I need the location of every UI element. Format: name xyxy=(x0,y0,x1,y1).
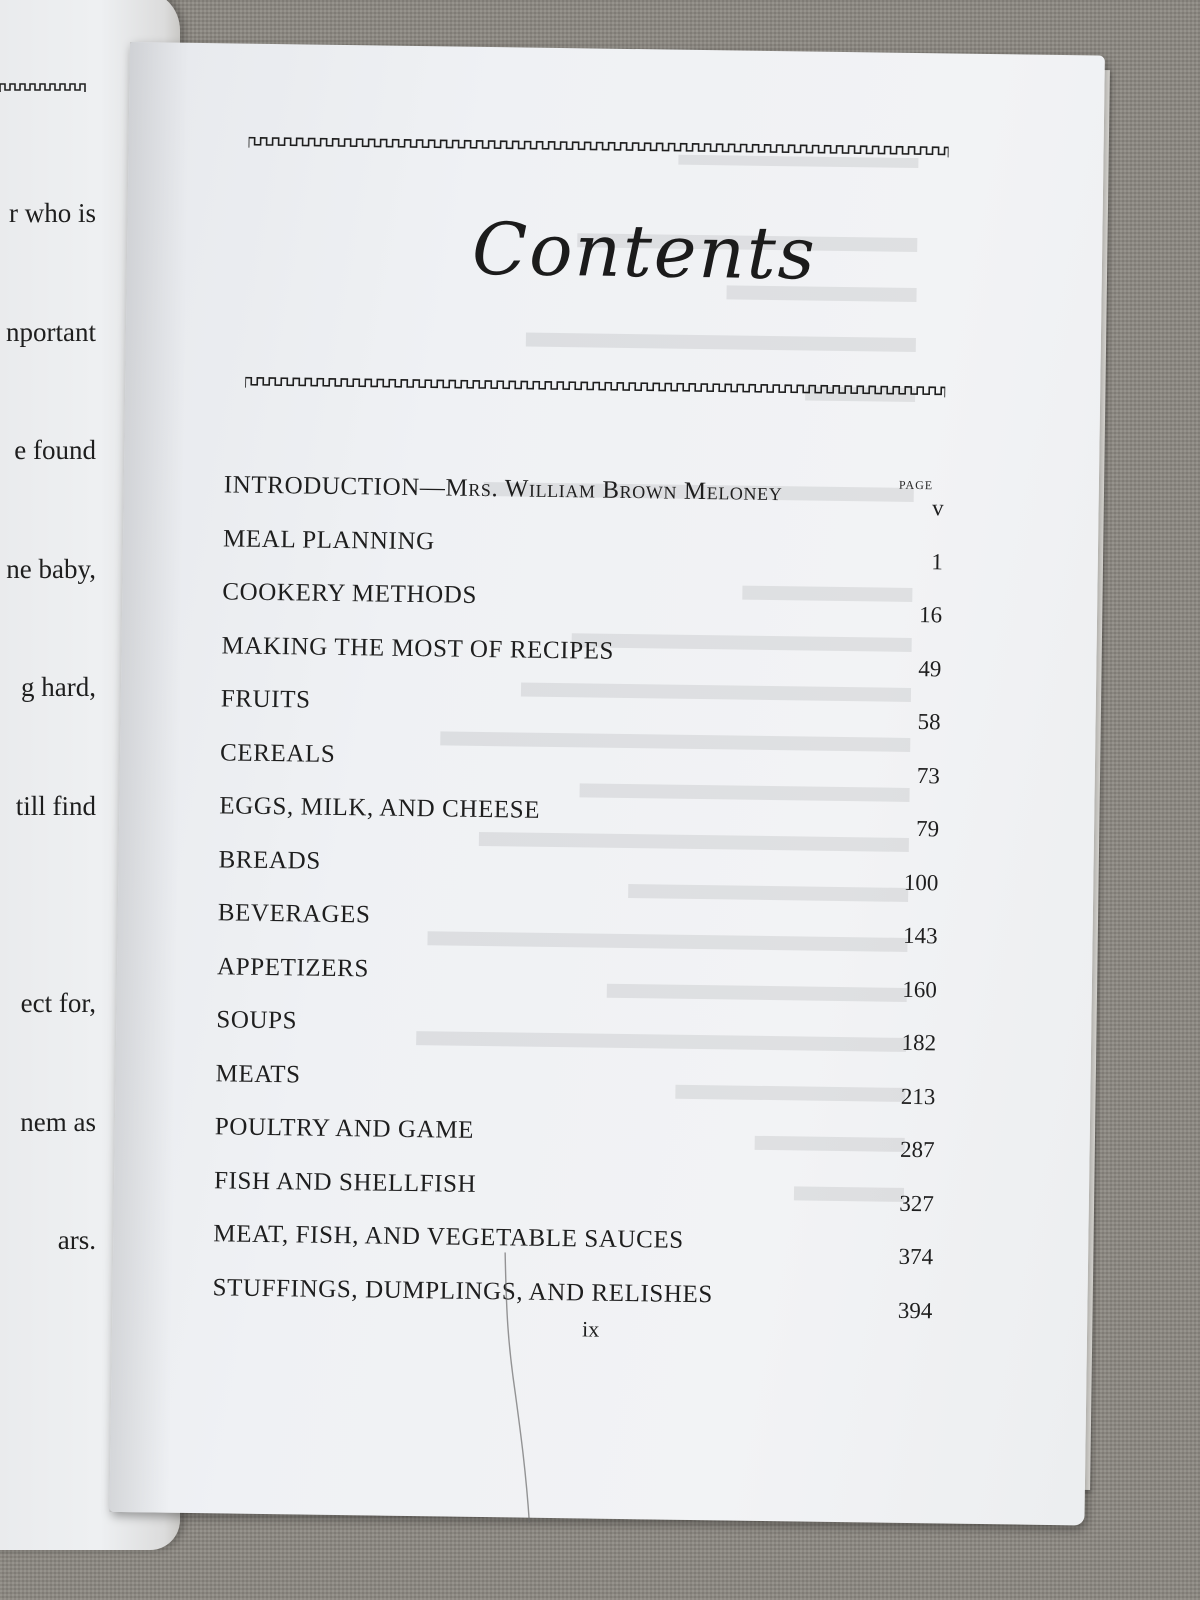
toc-entry-title: FRUITS xyxy=(220,685,311,714)
toc-entry-title: MAKING THE MOST OF RECIPES xyxy=(221,631,615,665)
toc-entry-title: POULTRY AND GAME xyxy=(214,1113,475,1144)
toc-entry-page: 213 xyxy=(900,1083,936,1109)
toc-entry-introduction[interactable] xyxy=(223,463,944,527)
toc-entry-title: STUFFINGS, DUMPLINGS, AND RELISHES xyxy=(212,1273,714,1308)
toc-entry-stuffings-dumplings-relishes[interactable] xyxy=(212,1266,933,1330)
toc-entry-page: 79 xyxy=(915,816,940,842)
toc-entry-title: CEREALS xyxy=(219,738,336,768)
left-page-line: e found xyxy=(14,435,96,465)
left-page-line: ect for, xyxy=(20,988,96,1018)
left-page-line: ne baby, xyxy=(6,553,96,584)
left-page-line: ars. xyxy=(57,1225,96,1255)
toc-entry-title: FISH AND SHELLFISH xyxy=(213,1166,477,1198)
toc-entry-page: 100 xyxy=(903,869,939,895)
toc-entry-poultry-and-game[interactable] xyxy=(214,1105,935,1169)
contents-page xyxy=(109,42,1104,1525)
toc-entry-title: SOUPS xyxy=(216,1006,298,1035)
toc-entry-page: 374 xyxy=(898,1243,934,1270)
left-page-line: till find xyxy=(15,790,96,821)
page-title: Contents xyxy=(471,206,818,296)
toc-entry-title: EGGS, MILK, AND CHEESE xyxy=(219,792,541,824)
toc-entry-page: 327 xyxy=(899,1190,935,1216)
left-page-line: nem as xyxy=(20,1106,96,1137)
bottom-border-ornament xyxy=(245,374,945,400)
top-border-ornament xyxy=(249,134,949,160)
left-page-line: r who is xyxy=(9,198,96,228)
toc-entry-page: 182 xyxy=(901,1029,937,1056)
toc-entry-title: COOKERY METHODS xyxy=(222,578,478,609)
toc-entry-title: BREADS xyxy=(218,845,322,875)
page-column-label: PAGE xyxy=(898,477,934,493)
toc-entry-page: 49 xyxy=(918,655,942,681)
toc-entry-page: 58 xyxy=(917,709,941,735)
toc-entry-page: 287 xyxy=(899,1136,935,1163)
toc-entry-title: APPETIZERS xyxy=(216,952,370,982)
toc-entry-page: 1 xyxy=(931,548,944,574)
toc-entry-page: 143 xyxy=(902,922,938,949)
toc-entry-making-most-of-recipes[interactable] xyxy=(221,624,942,688)
toc-entry-title: MEATS xyxy=(215,1059,301,1088)
toc-entry-page: 16 xyxy=(918,602,943,628)
toc-entry-author: Mrs. William Brown Meloney xyxy=(445,474,783,507)
page-number-folio: ix xyxy=(581,1316,600,1342)
left-page-line: g hard, xyxy=(21,672,96,702)
toc-entry-page: 73 xyxy=(916,762,941,788)
toc-entry-page: 160 xyxy=(902,976,938,1002)
toc-entry-page: v xyxy=(931,495,944,521)
toc-entry-title: MEAT, FISH, AND VEGETABLE SAUCES xyxy=(213,1220,684,1254)
toc-entry-appetizers[interactable] xyxy=(217,945,938,1009)
toc-entry-title: MEAL PLANNING xyxy=(222,524,435,555)
toc-entry-page: 394 xyxy=(897,1297,933,1323)
left-page-border-ornament xyxy=(0,80,90,94)
left-page-text xyxy=(0,115,96,1340)
toc-entry-title xyxy=(224,471,783,507)
toc-entry-title: BEVERAGES xyxy=(217,899,371,929)
table-of-contents xyxy=(212,463,944,1329)
left-page-line: nportant xyxy=(6,316,96,347)
pencil-mark xyxy=(499,1252,543,1523)
toc-entry-title-text: INTRODUCTION— xyxy=(223,471,446,502)
